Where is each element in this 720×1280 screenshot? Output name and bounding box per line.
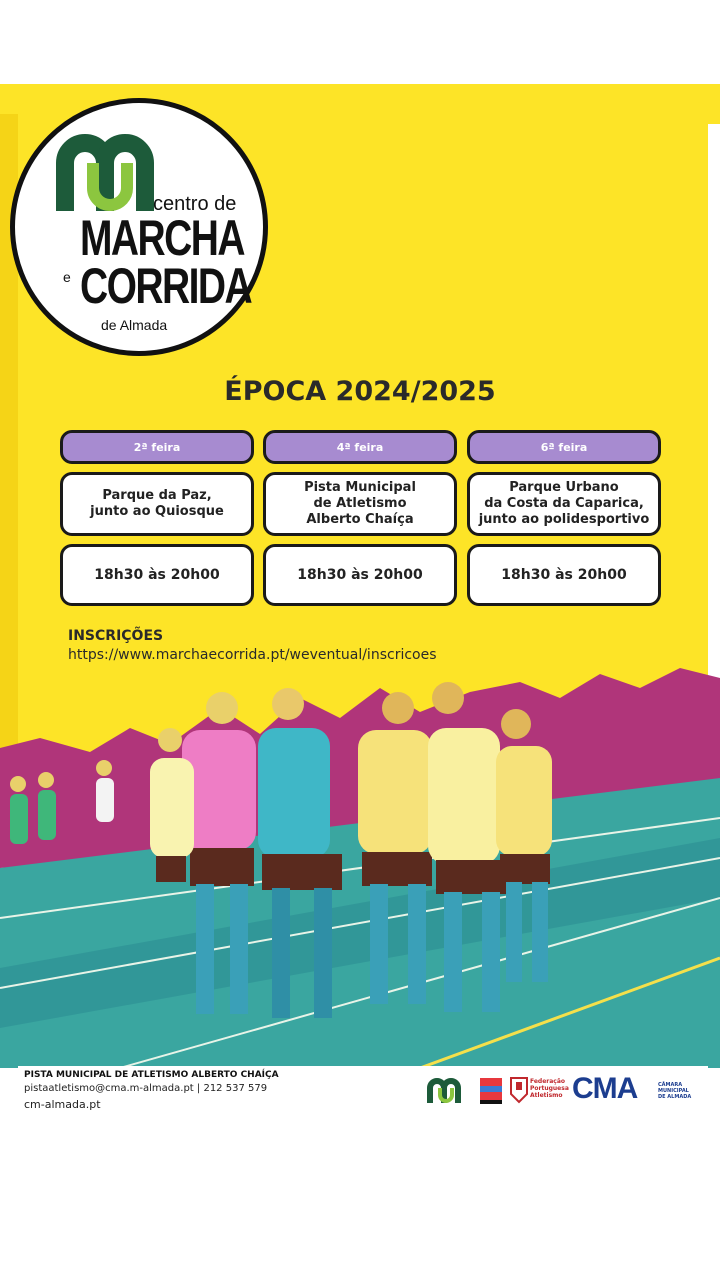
schedule-column-wednesday — [263, 430, 457, 606]
footer-contact: pistaatletismo@cma.m-almada.pt | 212 537 579 — [24, 1083, 268, 1094]
mc-small-logo-icon — [426, 1076, 470, 1104]
schedule-column-monday — [60, 430, 254, 606]
day-pill: 2ª feira — [60, 430, 254, 464]
location-box: Parque da Paz, junto ao Quiosque — [60, 472, 254, 536]
mc-logo-icon — [55, 133, 155, 213]
runners-photo — [0, 668, 720, 1068]
logo-word-marcha: MARCHA — [80, 210, 244, 266]
season-title: ÉPOCA 2024/2025 — [224, 376, 496, 407]
day-pill: 6ª feira — [467, 430, 661, 464]
logo-line4: de Almada — [101, 317, 168, 333]
time-box: 18h30 às 20h00 — [263, 544, 457, 606]
location-box: Pista Municipal de Atletismo Alberto Chaíça — [263, 472, 457, 536]
day-pill: 4ª feira — [263, 430, 457, 464]
logo-word-corrida: CORRIDA — [80, 258, 252, 314]
schedule-column-friday — [467, 430, 661, 606]
camara-logo-text: CÂMARA MUNICIPAL DE ALMADA — [658, 1082, 692, 1100]
footer — [18, 1066, 708, 1114]
logo-line1: centro de — [153, 193, 237, 215]
footer-venue: PISTA MUNICIPAL DE ATLETISMO ALBERTO CHAÍÇA — [24, 1070, 279, 1080]
logo-connector: e — [63, 269, 71, 285]
time-box: 18h30 às 20h00 — [60, 544, 254, 606]
shield-crest-icon — [478, 1076, 504, 1106]
registration-link[interactable]: https://www.marchaecorrida.pt/weventual/inscricoes — [68, 647, 437, 663]
fpa-logo-text: Federação Portuguesa Atletismo — [530, 1078, 569, 1099]
time-box: 18h30 às 20h00 — [467, 544, 661, 606]
fpa-crest-icon — [510, 1076, 528, 1104]
footer-site[interactable]: cm-almada.pt — [24, 1098, 101, 1111]
registration-label: INSCRIÇÕES — [68, 628, 164, 644]
poster — [0, 84, 720, 1114]
logo-badge — [10, 98, 268, 356]
cma-logo: CMA — [572, 1072, 638, 1105]
location-box: Parque Urbano da Costa da Caparica, junto ao polidesportivo — [467, 472, 661, 536]
